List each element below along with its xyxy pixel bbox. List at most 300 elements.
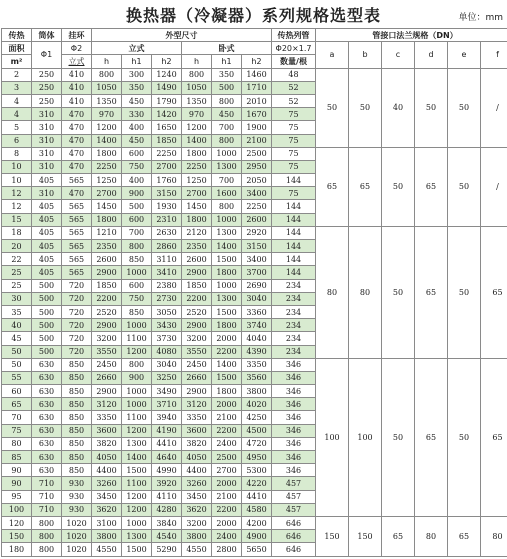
tubes-cell: 234 <box>272 279 316 292</box>
tubes-cell: 144 <box>272 174 316 187</box>
hz-h-cell: 1050 <box>182 81 212 94</box>
tubes-cell: 346 <box>272 398 316 411</box>
area-cell: 22 <box>2 253 32 266</box>
tubes-cell: 457 <box>272 490 316 503</box>
phi2-cell: 850 <box>62 437 92 450</box>
v-h1-cell: 350 <box>122 81 152 94</box>
area-cell: 12 <box>2 187 32 200</box>
hz-h2-cell: 2500 <box>242 147 272 160</box>
v-h1-cell: 1400 <box>122 451 152 464</box>
hz-h-cell: 3350 <box>182 411 212 424</box>
phi1-cell: 310 <box>32 147 62 160</box>
flange-c-cell: 65 <box>382 516 415 556</box>
tubes-cell: 52 <box>272 81 316 94</box>
hz-h1-cell: 350 <box>212 68 242 81</box>
v-h2-cell: 3430 <box>152 319 182 332</box>
area-cell: 30 <box>2 292 32 305</box>
hz-h2-cell: 2690 <box>242 279 272 292</box>
unit-label: 单位：mm <box>458 13 503 23</box>
v-h-cell: 4550 <box>92 543 122 556</box>
hz-h-cell: 1250 <box>182 174 212 187</box>
v-h-cell: 3800 <box>92 530 122 543</box>
hz-h-cell: 2900 <box>182 266 212 279</box>
phi2-cell: 850 <box>62 464 92 477</box>
v-h2-cell: 2630 <box>152 226 182 239</box>
area-cell: 10 <box>2 160 32 173</box>
phi2-cell: 850 <box>62 424 92 437</box>
phi2-cell: 565 <box>62 174 92 187</box>
hz-h-cell: 4400 <box>182 464 212 477</box>
hz-h-cell: 2350 <box>182 240 212 253</box>
v-h-cell: 3260 <box>92 477 122 490</box>
v-h1-cell: 1000 <box>122 319 152 332</box>
hz-h1-cell: 1500 <box>212 253 242 266</box>
hz-h1-cell: 1500 <box>212 371 242 384</box>
tubes-cell: 75 <box>272 160 316 173</box>
hz-h1-cell: 1800 <box>212 385 242 398</box>
horizontal-header: 卧式 <box>182 42 272 55</box>
v-h-cell: 3100 <box>92 516 122 529</box>
hz-h1-cell: 1800 <box>212 319 242 332</box>
phi1-cell: 710 <box>32 477 62 490</box>
phi2-cell: 1020 <box>62 516 92 529</box>
flange-d-cell: 65 <box>415 226 448 358</box>
ring-header: 挂环 <box>62 29 92 42</box>
area-cell: 80 <box>2 437 32 450</box>
v-h-cell: 3120 <box>92 398 122 411</box>
hz-h2-cell: 4040 <box>242 332 272 345</box>
tubes-cell: 234 <box>272 345 316 358</box>
v-h2-cell: 4410 <box>152 437 182 450</box>
v-h1-cell: 300 <box>122 68 152 81</box>
v-h-cell: 970 <box>92 108 122 121</box>
phi1-cell: 630 <box>32 424 62 437</box>
v-h1-cell: 1100 <box>122 332 152 345</box>
hz-h2-cell: 3400 <box>242 253 272 266</box>
v-h-cell: 1200 <box>92 121 122 134</box>
phi2-cell: 410 <box>62 81 92 94</box>
flange-a-cell: 100 <box>316 358 349 516</box>
hz-h1-cell: 1000 <box>212 279 242 292</box>
flange-f-cell: / <box>481 68 507 147</box>
hz-h1-cell: 1300 <box>212 226 242 239</box>
hz-h1-cell: 2200 <box>212 424 242 437</box>
phi1-cell: 405 <box>32 226 62 239</box>
v-h-cell: 1850 <box>92 279 122 292</box>
phi2-cell: 565 <box>62 266 92 279</box>
phi2-cell: 410 <box>62 68 92 81</box>
phi1-cell: 500 <box>32 292 62 305</box>
phi2-cell: 850 <box>62 385 92 398</box>
hz-h-cell: 2450 <box>182 358 212 371</box>
tubes-cell: 234 <box>272 332 316 345</box>
v-h2-cell: 4540 <box>152 530 182 543</box>
flange-f-cell: / <box>481 147 507 226</box>
area-cell: 45 <box>2 332 32 345</box>
hz-h-header: h <box>182 55 212 68</box>
v-h-cell: 1800 <box>92 147 122 160</box>
v-h1-cell: 800 <box>122 358 152 371</box>
hz-h1-cell: 2200 <box>212 503 242 516</box>
flange-b-cell: 100 <box>349 358 382 516</box>
area-cell: 12 <box>2 200 32 213</box>
hz-h-cell: 1450 <box>182 200 212 213</box>
flange-e-cell: 50 <box>448 68 481 147</box>
hz-h1-cell: 500 <box>212 81 242 94</box>
hz-h1-cell: 1300 <box>212 292 242 305</box>
hz-h1-cell: 2800 <box>212 543 242 556</box>
area-cell: 60 <box>2 385 32 398</box>
phi1-cell: 310 <box>32 134 62 147</box>
phi2-cell: 930 <box>62 490 92 503</box>
v-h1-header: h1 <box>122 55 152 68</box>
hz-h1-cell: 2000 <box>212 332 242 345</box>
v-h1-cell: 600 <box>122 279 152 292</box>
phi1-cell: 405 <box>32 266 62 279</box>
hz-h-cell: 3200 <box>182 332 212 345</box>
tubes-cell: 346 <box>272 371 316 384</box>
phi1-cell: 500 <box>32 319 62 332</box>
shell-header: 筒体 <box>32 29 62 42</box>
tubes-cell: 234 <box>272 305 316 318</box>
hz-h2-cell: 2250 <box>242 200 272 213</box>
phi2-cell: 720 <box>62 332 92 345</box>
hz-h1-cell: 1400 <box>212 240 242 253</box>
hz-h2-cell: 3400 <box>242 187 272 200</box>
v-h1-cell: 500 <box>122 200 152 213</box>
tubes-cell: 75 <box>272 121 316 134</box>
outline-header: 外型尺寸 <box>92 29 272 42</box>
v-h2-cell: 5290 <box>152 543 182 556</box>
tubes-cell: 144 <box>272 200 316 213</box>
hz-h2-cell: 1710 <box>242 81 272 94</box>
area-cell: 65 <box>2 398 32 411</box>
phi1-cell: 630 <box>32 398 62 411</box>
area-cell: 85 <box>2 451 32 464</box>
phi1-cell: 800 <box>32 543 62 556</box>
area-cell: 70 <box>2 411 32 424</box>
flange-a-cell: 150 <box>316 516 349 556</box>
area-cell: 90 <box>2 477 32 490</box>
flange-c-cell: 40 <box>382 68 415 147</box>
phi2-cell: 470 <box>62 187 92 200</box>
hz-h1-cell: 1800 <box>212 266 242 279</box>
hz-h2-cell: 1460 <box>242 68 272 81</box>
hz-h1-cell: 2100 <box>212 490 242 503</box>
flange-e-cell: 65 <box>448 516 481 556</box>
v-h-cell: 2600 <box>92 253 122 266</box>
flange-header: 管接口法兰规格（DN） <box>316 29 507 42</box>
phi1-cell: 630 <box>32 451 62 464</box>
v-h-cell: 3820 <box>92 437 122 450</box>
hz-h2-cell: 2050 <box>242 174 272 187</box>
v-h-cell: 2900 <box>92 319 122 332</box>
phi2-cell: 850 <box>62 451 92 464</box>
v-h1-cell: 1500 <box>122 543 152 556</box>
v-h1-cell: 450 <box>122 134 152 147</box>
area-cell: 120 <box>2 516 32 529</box>
phi2-cell: 720 <box>62 305 92 318</box>
phi2-cell: 565 <box>62 240 92 253</box>
tubes-cell: 346 <box>272 411 316 424</box>
hz-h2-cell: 3740 <box>242 319 272 332</box>
hz-h2-cell: 2100 <box>242 134 272 147</box>
hz-h1-cell: 2400 <box>212 530 242 543</box>
v-h2-cell: 4640 <box>152 451 182 464</box>
v-h-cell: 4050 <box>92 451 122 464</box>
flange-e-cell: 50 <box>448 147 481 226</box>
spec-table-body <box>2 68 507 556</box>
v-h2-cell: 3150 <box>152 187 182 200</box>
area-cell: 40 <box>2 319 32 332</box>
v-h-cell: 2700 <box>92 187 122 200</box>
v-h-cell: 1800 <box>92 213 122 226</box>
phi1-cell: 405 <box>32 213 62 226</box>
v-h-cell: 3600 <box>92 424 122 437</box>
flange-a-cell: 80 <box>316 226 349 358</box>
tubes-cell: 144 <box>272 226 316 239</box>
v-h-header: h <box>92 55 122 68</box>
v-h-cell: 1350 <box>92 94 122 107</box>
hz-h-cell: 2120 <box>182 226 212 239</box>
hz-h2-cell: 3700 <box>242 266 272 279</box>
area-cell: 4 <box>2 94 32 107</box>
v-h2-cell: 3490 <box>152 385 182 398</box>
v-h1-cell: 330 <box>122 108 152 121</box>
hz-h2-cell: 4200 <box>242 516 272 529</box>
hz-h2-cell: 4580 <box>242 503 272 516</box>
hz-h2-cell: 1900 <box>242 121 272 134</box>
v-h2-cell: 3050 <box>152 305 182 318</box>
v-h1-cell: 1100 <box>122 477 152 490</box>
phi1-cell: 310 <box>32 108 62 121</box>
phi2-cell: 850 <box>62 358 92 371</box>
tubes-cell: 144 <box>272 266 316 279</box>
flange-f-cell: 80 <box>481 516 507 556</box>
v-h2-cell: 3250 <box>152 371 182 384</box>
table-row <box>2 68 507 81</box>
phi1-header: Φ1 <box>32 42 62 68</box>
v-h1-cell: 1200 <box>122 503 152 516</box>
phi1-cell: 250 <box>32 94 62 107</box>
flange-e-header: e <box>448 42 481 68</box>
v-h1-cell: 1500 <box>122 464 152 477</box>
tubes-count-header: 数量/根 <box>272 55 316 68</box>
phi1-cell: 630 <box>32 437 62 450</box>
v-h2-cell: 1420 <box>152 108 182 121</box>
area-cell: 20 <box>2 240 32 253</box>
phi1-cell: 630 <box>32 358 62 371</box>
tubes-cell: 144 <box>272 213 316 226</box>
tubes-cell: 234 <box>272 292 316 305</box>
area-cell: 25 <box>2 266 32 279</box>
area-cell: 180 <box>2 543 32 556</box>
hz-h-cell: 2900 <box>182 385 212 398</box>
v-h2-cell: 1650 <box>152 121 182 134</box>
phi2-cell: 565 <box>62 200 92 213</box>
hz-h2-cell: 4410 <box>242 490 272 503</box>
hz-h1-cell: 700 <box>212 174 242 187</box>
v-h2-cell: 1790 <box>152 94 182 107</box>
hz-h-cell: 3600 <box>182 424 212 437</box>
hz-h-cell: 2200 <box>182 292 212 305</box>
hz-h1-cell: 2700 <box>212 464 242 477</box>
hz-h1-cell: 800 <box>212 200 242 213</box>
flange-c-cell: 50 <box>382 358 415 516</box>
phi2-cell: 565 <box>62 253 92 266</box>
tubes-cell: 75 <box>272 134 316 147</box>
area-cell: 15 <box>2 213 32 226</box>
phi2-cell: 850 <box>62 371 92 384</box>
v-h1-cell: 1200 <box>122 490 152 503</box>
hz-h1-header: h1 <box>212 55 242 68</box>
hz-h-cell: 3260 <box>182 477 212 490</box>
hz-h2-cell: 4250 <box>242 411 272 424</box>
v-h2-cell: 1930 <box>152 200 182 213</box>
tubes-cell: 75 <box>272 108 316 121</box>
v-h1-cell: 1000 <box>122 398 152 411</box>
v-h2-cell: 3730 <box>152 332 182 345</box>
v-h2-cell: 3040 <box>152 358 182 371</box>
hz-h2-cell: 4500 <box>242 424 272 437</box>
flange-b-cell: 80 <box>349 226 382 358</box>
v-h2-cell: 4280 <box>152 503 182 516</box>
table-row <box>2 226 507 239</box>
tubes-header-top: 传热列管 <box>272 29 316 42</box>
hz-h2-cell: 2600 <box>242 213 272 226</box>
v-h2-cell: 3710 <box>152 398 182 411</box>
phi1-cell: 250 <box>32 68 62 81</box>
v-h2-cell: 2310 <box>152 213 182 226</box>
v-h1-cell: 850 <box>122 305 152 318</box>
area-cell: 10 <box>2 174 32 187</box>
hz-h2-cell: 3150 <box>242 240 272 253</box>
area-cell: 75 <box>2 424 32 437</box>
hz-h1-cell: 1400 <box>212 358 242 371</box>
hz-h-cell: 4550 <box>182 543 212 556</box>
hz-h1-cell: 1500 <box>212 305 242 318</box>
hz-h2-cell: 3800 <box>242 385 272 398</box>
v-h1-cell: 750 <box>122 160 152 173</box>
hz-h1-cell: 1600 <box>212 187 242 200</box>
v-h2-header: h2 <box>152 55 182 68</box>
tubes-cell: 457 <box>272 477 316 490</box>
phi1-cell: 405 <box>32 253 62 266</box>
area-cell: 18 <box>2 226 32 239</box>
page-title: 换热器（冷凝器）系列规格选型表 <box>125 6 381 25</box>
v-h1-cell: 1000 <box>122 266 152 279</box>
phi2-sub-header: 立式 <box>62 55 92 68</box>
area-cell: 55 <box>2 371 32 384</box>
v-h2-cell: 1240 <box>152 68 182 81</box>
hz-h1-cell: 2000 <box>212 477 242 490</box>
tubes-cell: 457 <box>272 503 316 516</box>
tubes-cell: 346 <box>272 385 316 398</box>
phi2-cell: 1020 <box>62 530 92 543</box>
phi1-cell: 710 <box>32 503 62 516</box>
hz-h2-cell: 2920 <box>242 226 272 239</box>
hz-h2-header: h2 <box>242 55 272 68</box>
v-h1-cell: 900 <box>122 371 152 384</box>
spec-table <box>1 28 507 557</box>
phi2-cell: 850 <box>62 411 92 424</box>
phi1-cell: 630 <box>32 411 62 424</box>
area-cell: 4 <box>2 108 32 121</box>
tubes-cell: 346 <box>272 464 316 477</box>
v-h2-cell: 4190 <box>152 424 182 437</box>
table-row <box>2 516 507 529</box>
tubes-cell: 346 <box>272 451 316 464</box>
tubes-cell: 48 <box>272 68 316 81</box>
area-cell: 150 <box>2 530 32 543</box>
phi1-cell: 630 <box>32 464 62 477</box>
flange-d-cell: 80 <box>415 516 448 556</box>
hz-h2-cell: 5650 <box>242 543 272 556</box>
v-h-cell: 2250 <box>92 160 122 173</box>
phi1-cell: 310 <box>32 160 62 173</box>
v-h-cell: 3450 <box>92 490 122 503</box>
hz-h2-cell: 4950 <box>242 451 272 464</box>
v-h-cell: 3200 <box>92 332 122 345</box>
v-h2-cell: 1490 <box>152 81 182 94</box>
v-h2-cell: 3940 <box>152 411 182 424</box>
phi1-cell: 500 <box>32 332 62 345</box>
area-cell: 8 <box>2 147 32 160</box>
area-cell: 95 <box>2 490 32 503</box>
area-cell: 90 <box>2 464 32 477</box>
v-h2-cell: 2250 <box>152 147 182 160</box>
hz-h-cell: 800 <box>182 68 212 81</box>
area-cell: 100 <box>2 503 32 516</box>
v-h2-cell: 4990 <box>152 464 182 477</box>
area-cell: 5 <box>2 121 32 134</box>
v-h1-cell: 1300 <box>122 530 152 543</box>
v-h2-cell: 2860 <box>152 240 182 253</box>
area-header-top: 传热 <box>2 29 32 42</box>
phi1-cell: 630 <box>32 385 62 398</box>
v-h2-cell: 4080 <box>152 345 182 358</box>
flange-a-cell: 65 <box>316 147 349 226</box>
tubes-cell: 346 <box>272 424 316 437</box>
phi1-cell: 310 <box>32 187 62 200</box>
hz-h1-cell: 800 <box>212 94 242 107</box>
hz-h2-cell: 3040 <box>242 292 272 305</box>
phi2-cell: 470 <box>62 108 92 121</box>
v-h-cell: 1210 <box>92 226 122 239</box>
area-unit-header: m² <box>2 55 32 68</box>
hz-h1-cell: 2200 <box>212 345 242 358</box>
hz-h1-cell: 450 <box>212 108 242 121</box>
phi2-cell: 410 <box>62 94 92 107</box>
hz-h-cell: 2600 <box>182 253 212 266</box>
phi2-cell: 850 <box>62 398 92 411</box>
tubes-cell: 646 <box>272 516 316 529</box>
flange-d-cell: 65 <box>415 358 448 516</box>
hz-h2-cell: 3350 <box>242 358 272 371</box>
hz-h2-cell: 4390 <box>242 345 272 358</box>
hz-h2-cell: 2950 <box>242 160 272 173</box>
flange-a-cell: 50 <box>316 68 349 147</box>
v-h1-cell: 900 <box>122 187 152 200</box>
hz-h1-cell: 2400 <box>212 437 242 450</box>
flange-b-cell: 50 <box>349 68 382 147</box>
hz-h2-cell: 4900 <box>242 530 272 543</box>
v-h2-cell: 1850 <box>152 134 182 147</box>
phi2-cell: 930 <box>62 477 92 490</box>
hz-h-cell: 3820 <box>182 437 212 450</box>
hz-h-cell: 1200 <box>182 121 212 134</box>
hz-h2-cell: 1670 <box>242 108 272 121</box>
